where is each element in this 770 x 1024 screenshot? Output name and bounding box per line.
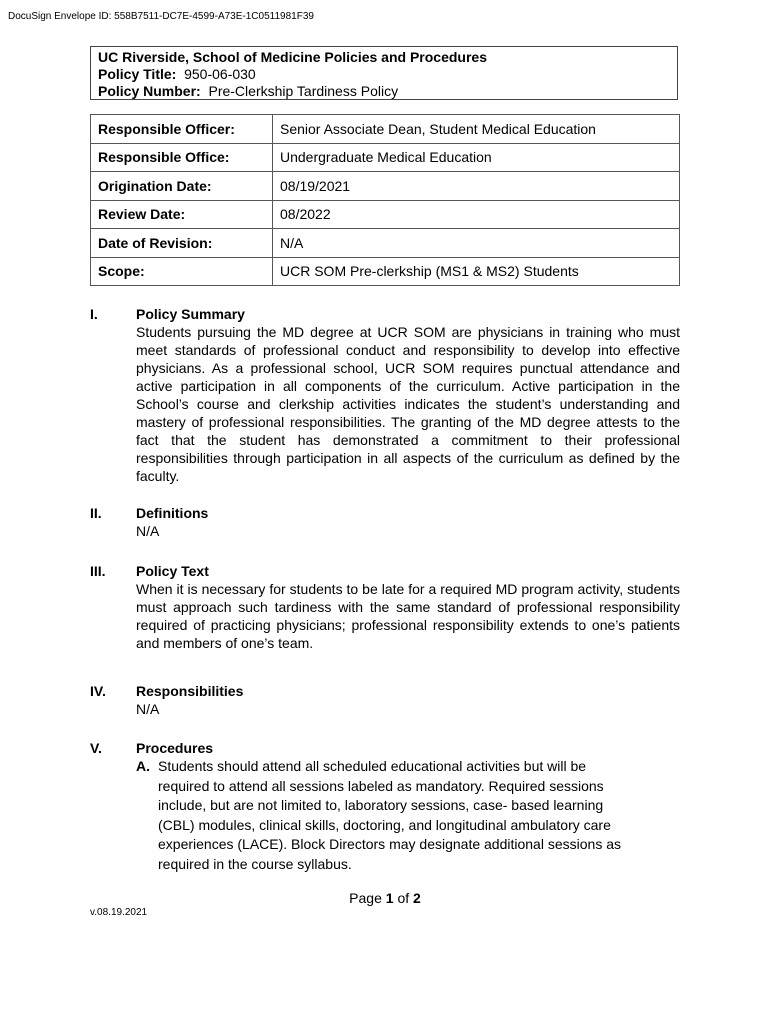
section-numeral: IV. [90,683,106,699]
page-total: 2 [413,890,421,906]
meta-label: Responsible Officer: [91,115,273,144]
section-text: N/A [136,701,160,717]
meta-row [91,200,680,229]
meta-label: Origination Date: [91,172,273,201]
page-word: Page [349,890,382,906]
section-numeral: II. [90,505,102,521]
meta-label: Responsible Office: [91,143,273,172]
meta-value: UCR SOM Pre-clerkship (MS1 & MS2) Students [273,257,680,286]
meta-value: 08/2022 [273,200,680,229]
envelope-id: DocuSign Envelope ID: 558B7511-DC7E-4599-A73E-1C0511981F39 [8,11,314,22]
meta-label: Date of Revision: [91,229,273,258]
section-text: When it is necessary for students to be late for a required MD program activity, students must approach such tardiness with the same standard of professional responsibility required of practicing physicians; professional responsibility extends to one’s patients and members of one’s team. [136,581,680,651]
of-word: of [397,890,410,906]
page-footer [0,890,770,906]
meta-row [91,172,680,201]
meta-row [91,143,680,172]
meta-value: N/A [273,229,680,258]
section-title: Procedures [136,740,214,756]
policy-header [90,46,678,100]
section-numeral: III. [90,563,106,579]
meta-value: Senior Associate Dean, Student Medical Education [273,115,680,144]
page-number: 1 [385,890,394,906]
section-text: Students pursuing the MD degree at UCR SOM are physicians in training who must meet standards of professional conduct and responsibility to develop into effective physicians. As a professional school, UCR SOM requires punctual attendance and active participation in all components of the curriculum. Active participation in the School’s course and clerkship activities indicates the student’s understanding and mastery of professional responsibilities. The granting of the MD degree attests to the fact that the student has demonstrated a commitment to their professional responsibilities through participation in all aspects of the curriculum as defined by the faculty. [136,324,680,484]
header-institution: UC Riverside, School of Medicine Policies and Procedures [98,49,487,65]
procedure-item-label: A. [136,758,150,774]
section-title: Responsibilities [136,683,244,699]
meta-row [91,115,680,144]
section-title: Definitions [136,505,209,521]
meta-row [91,229,680,258]
header-policy-number: Policy Number: Pre-Clerkship Tardiness Policy [98,83,399,99]
meta-label: Review Date: [91,200,273,229]
header-policy-title: Policy Title: 950-06-030 [98,66,256,82]
meta-row [91,257,680,286]
section-title: Policy Text [136,563,209,579]
section-text: N/A [136,523,160,539]
version-label: v.08.19.2021 [90,907,148,918]
section-numeral: V. [90,740,102,756]
meta-value: 08/19/2021 [273,172,680,201]
section-numeral: I. [90,306,98,322]
policy-meta-table [90,114,680,286]
procedure-item-text: Students should attend all scheduled educational activities but will be required to attend all sessions labeled as mandatory. Required sessions include, but are not limited to, laboratory sessions, case- based learning (CBL) modules, clinical skills, doctoring, and longitudinal ambulatory care experiences (LACE). Block Directors may designate additional sessions as required in the course syllabus. [158,758,621,872]
procedure-item-a [136,757,680,874]
meta-value: Undergraduate Medical Education [273,143,680,172]
meta-label: Scope: [91,257,273,286]
section-title: Policy Summary [136,306,245,322]
